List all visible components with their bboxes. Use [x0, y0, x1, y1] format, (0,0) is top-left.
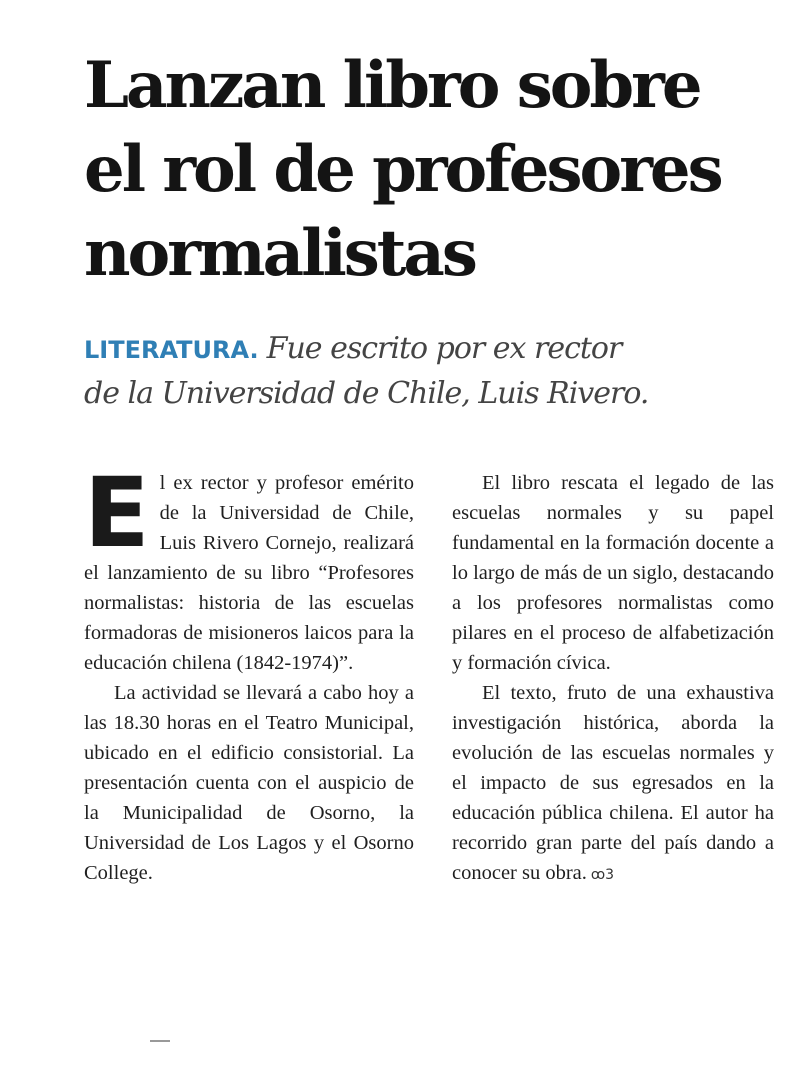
article-column-left — [84, 457, 414, 888]
paragraph-2: La actividad se llevará a cabo hoy a las 18.30 horas en el Teatro Municipal, ubicado en el edificio consistorial. La presentación cuenta con el auspicio de la Municipalidad de Osorno, la Universidad de Los Lagos y el Osorno College. — [84, 682, 414, 884]
headline-line-2: el rol de profesores — [84, 132, 721, 207]
subhead-line-1 — [84, 327, 774, 372]
subhead-text-2: de la Universidad de Chile, Luis Rivero. — [84, 376, 649, 411]
headline-line-1: Lanzan libro sobre — [84, 48, 700, 123]
article-column-right — [452, 468, 774, 890]
subheadline — [84, 327, 774, 416]
paragraph-1 — [84, 457, 414, 678]
headline-line-3: normalistas — [84, 216, 475, 291]
end-mark-icon: ꝏ3 — [590, 867, 615, 883]
section-kicker: LITERATURA. — [84, 336, 259, 364]
subhead-text-1: Fue escrito por ex rector — [266, 331, 622, 366]
paragraph-4 — [452, 678, 774, 890]
paragraph-1-text: l ex rector y profesor emérito de la Universidad de Chile, Luis Rivero Cornejo, realizará el lanzamiento de su libro “Profesores normalistas: historia de las escuelas formadoras de misioneros laicos para la educación chilena (1842-1974)”. — [84, 472, 414, 674]
paragraph-3: El libro rescata el legado de las escuelas normales y su papel fundamental en la formación docente a lo largo de más de un siglo, destacando a los profesores normalistas como pilares en el proceso de alfabetización y formación cívica. — [452, 472, 774, 674]
headline — [84, 44, 774, 296]
bottom-rule — [150, 1040, 170, 1042]
drop-cap: E — [84, 457, 150, 569]
paragraph-4-text: El texto, fruto de una exhaustiva investigación histórica, aborda la evolución de las escuelas normales y el impacto de sus egresados en la educación pública chilena. El autor ha recorrido gran parte del país dando a conocer su obra. — [452, 682, 774, 884]
